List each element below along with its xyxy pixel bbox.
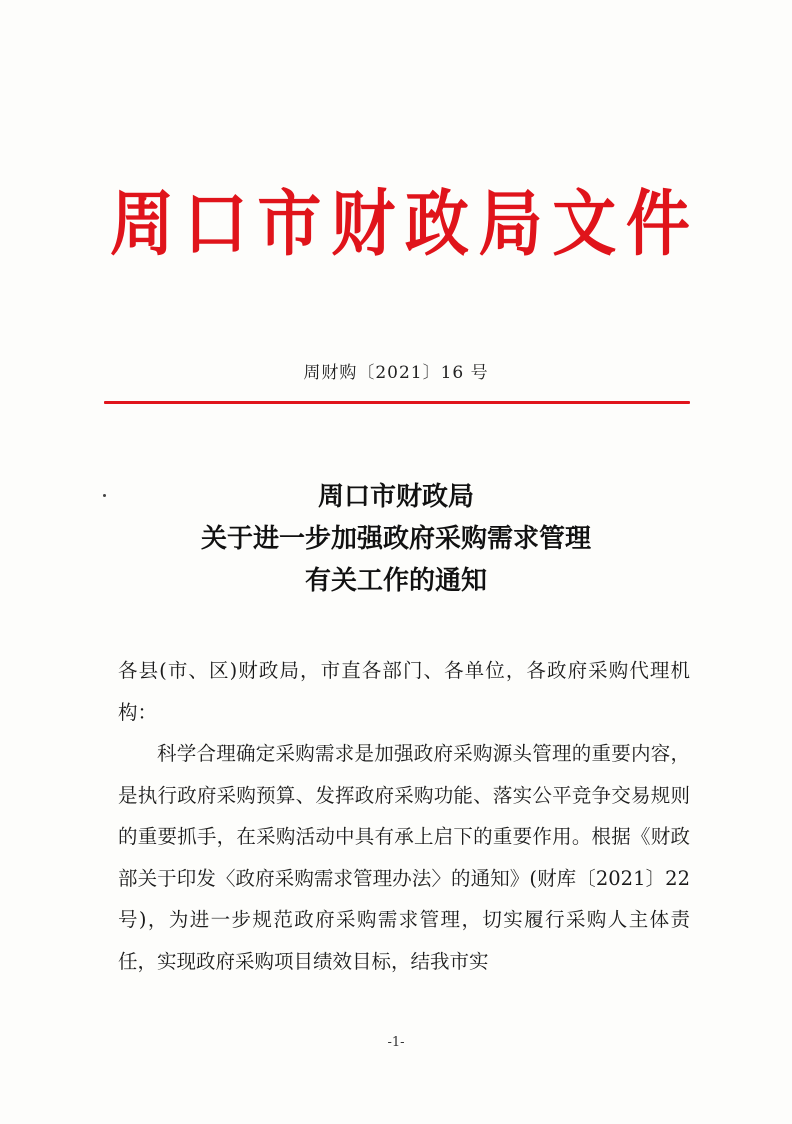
masthead-char: 财 [331,182,396,267]
salutation: 各县(市、区)财政局，市直各部门、各单位，各政府采购代理机构： [118,659,690,724]
title-line-2: 关于进一步加强政府采购需求管理 [200,524,591,554]
masthead-char: 文 [552,182,617,267]
masthead-char: 市 [257,182,322,267]
masthead-char: 件 [625,182,690,267]
title-line-3: 有关工作的通知 [304,566,487,596]
masthead-char: 局 [478,182,543,267]
red-separator-line [104,401,690,404]
title-line-1: 周口市财政局 [317,482,474,512]
body-paragraph-1: 科学合理确定采购需求是加强政府采购源头管理的重要内容，是执行政府采购预算、发挥政府采购功能、落实公平竞争交易规则的重要抓手，在采购活动中具有承上启下的重要作用。根据《财政部关于印发〈政府采购需求管理办法〉的通知》(财库〔2021〕22 号)，为进一步规范政府采购需求管理，切实履行采购人主体责任，实现政府采购项目绩效目标，结我市实 [118,742,690,973]
document-body [118,650,690,982]
page-number: -1- [387,1035,405,1050]
masthead-char: 政 [404,182,469,267]
document-number: 周财购〔2021〕16 号 [303,363,489,383]
red-masthead [110,175,690,276]
masthead-char: 口 [183,182,248,267]
masthead-char: 周 [110,182,174,267]
document-title [0,476,792,602]
